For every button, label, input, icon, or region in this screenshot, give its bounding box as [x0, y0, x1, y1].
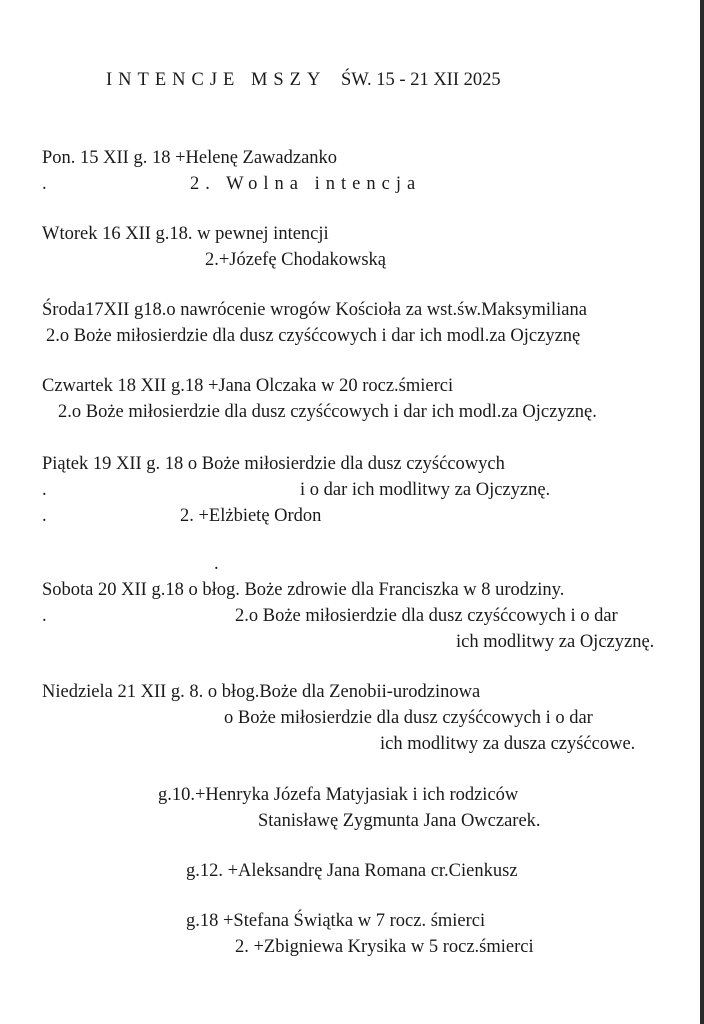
friday-line-2: i o dar ich modlitwy za Ojczyznę.: [300, 480, 551, 500]
saturday-dot: .: [42, 606, 47, 626]
friday-dot-3: .: [214, 554, 219, 574]
page-title: [106, 68, 501, 92]
sunday-g18-line-2: 2. +Zbigniewa Krysika w 5 rocz.śmierci: [235, 937, 534, 957]
monday-line-2: 2. Wolna intencja: [190, 174, 422, 194]
friday-dot-2: .: [42, 506, 47, 526]
wednesday-line-1: Środa17XII g18.o nawrócenie wrogów Kościoła za wst.św.Maksymiliana: [42, 300, 587, 320]
monday-line-1: Pon. 15 XII g. 18 +Helenę Zawadzanko: [42, 148, 338, 168]
sunday-g10-line-2: Stanisławę Zygmunta Jana Owczarek.: [258, 811, 541, 831]
friday-line-3: 2. +Elżbietę Ordon: [180, 506, 322, 526]
wednesday-line-2: 2.o Boże miłosierdzie dla dusz czyśćcowych i dar ich modl.za Ojczyznę: [46, 326, 581, 346]
saturday-line-2: 2.o Boże miłosierdzie dla dusz czyśćcowych i o dar: [235, 606, 618, 626]
title-date: ŚW. 15 - 21 XII 2025: [340, 70, 501, 90]
tuesday-line-2: 2.+Józefę Chodakowską: [205, 250, 386, 270]
sunday-line-3: ich modlitwy za dusza czyśćcowe.: [380, 734, 636, 754]
friday-line-1: Piątek 19 XII g. 18 o Boże miłosierdzie dla dusz czyśćcowych: [42, 454, 505, 474]
monday-dot: .: [42, 174, 47, 194]
sunday-line-1: Niedziela 21 XII g. 8. o błog.Boże dla Zenobii-urodzinowa: [42, 682, 481, 702]
tuesday-line-1: Wtorek 16 XII g.18. w pewnej intencji: [42, 224, 329, 244]
thursday-line-1: Czwartek 18 XII g.18 +Jana Olczaka w 20 rocz.śmierci: [42, 376, 454, 396]
sunday-g10-line-1: g.10.+Henryka Józefa Matyjasiak i ich rodziców: [158, 785, 519, 805]
title-heading: INTENCJE MSZY: [106, 70, 327, 90]
sunday-g12-line-1: g.12. +Aleksandrę Jana Romana cr.Cienkusz: [186, 861, 518, 881]
thursday-line-2: 2.o Boże miłosierdzie dla dusz czyśćcowych i dar ich modl.za Ojczyznę.: [58, 402, 597, 422]
saturday-line-3: ich modlitwy za Ojczyznę.: [456, 632, 655, 652]
saturday-line-1: Sobota 20 XII g.18 o błog. Boże zdrowie dla Franciszka w 8 urodziny.: [42, 580, 565, 600]
sunday-line-2: o Boże miłosierdzie dla dusz czyśćcowych i o dar: [224, 708, 593, 728]
page-edge: [700, 0, 704, 1024]
friday-dot-1: .: [42, 480, 47, 500]
sunday-g18-line-1: g.18 +Stefana Świątka w 7 rocz. śmierci: [186, 911, 486, 931]
